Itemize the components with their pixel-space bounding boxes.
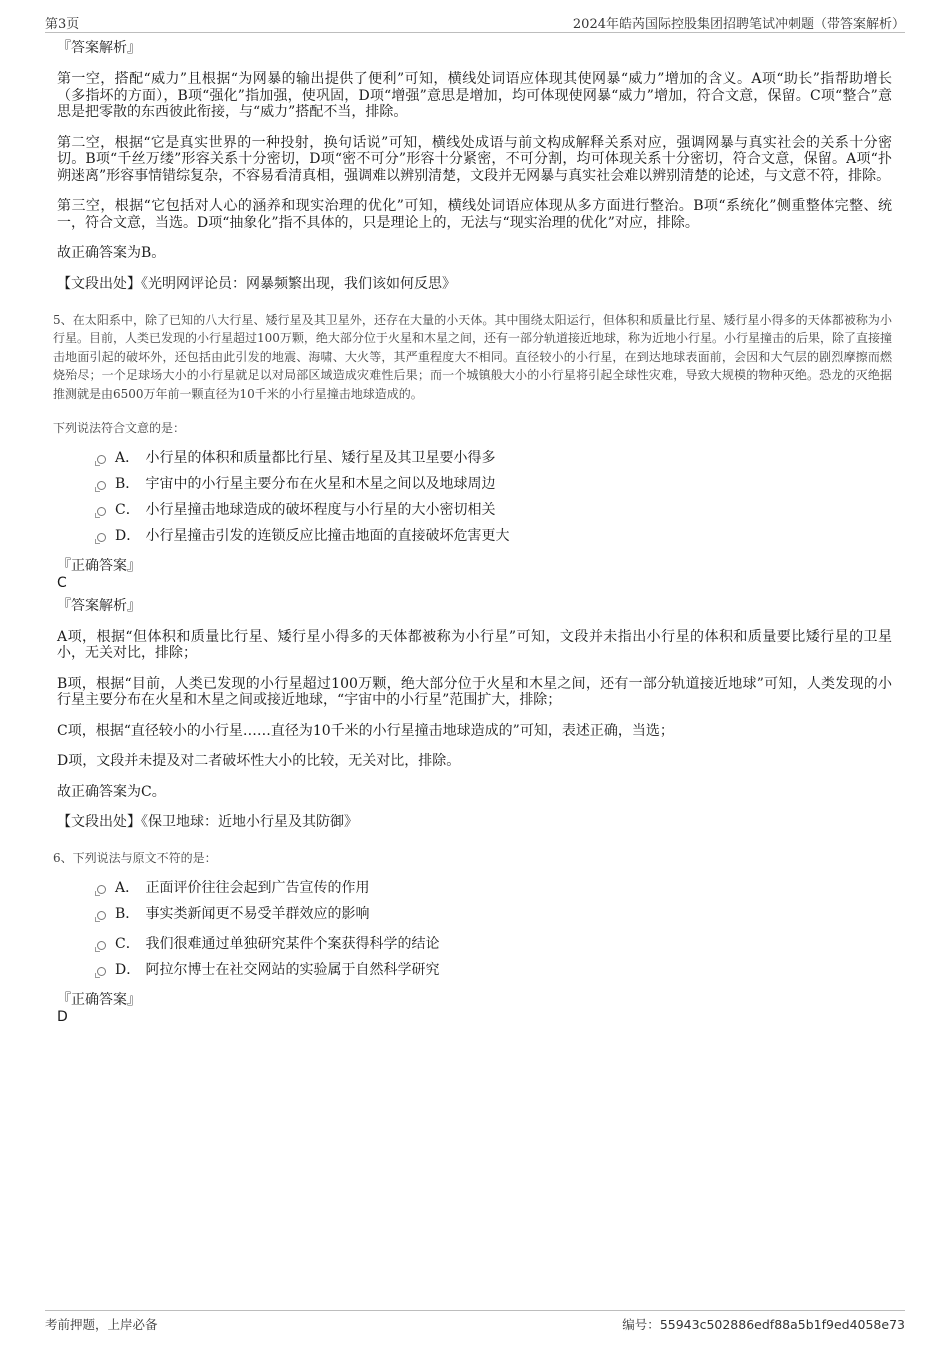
q5-option-c[interactable] (97, 500, 892, 526)
option-text: 我们很难通过单独研究某件个案获得科学的结论 (145, 935, 440, 952)
option-text: 宇宙中的小行星主要分布在火星和木星之间以及地球周边 (145, 475, 496, 492)
q6-prompt: 6、下列说法与原文不符的是： (53, 851, 217, 865)
radio-icon[interactable] (97, 507, 106, 516)
option-letter: D． (115, 961, 141, 978)
option-letter: A． (115, 879, 140, 896)
q6-option-b[interactable] (97, 904, 892, 934)
option-text: 小行星撞击地球造成的破坏程度与小行星的大小密切相关 (145, 501, 496, 518)
radio-icon[interactable] (97, 455, 106, 464)
q5-conclusion: 故正确答案为C。 (57, 783, 166, 800)
footer-note: 考前押题，上岸必备 (45, 1317, 158, 1332)
q5-analysis-paragraph: B项，根据“目前，人类已发现的小行星超过100万颗，绝大部分位于火星和木星之间，还有一部分轨道接近地球”可知，人类发现的小行星主要分布在火星和木星之间或接近地球，“宇宙中的小行星”范围扩大，排除； (57, 675, 892, 708)
option-letter: D． (115, 527, 141, 544)
q5-source: 【文段出处】《保卫地球：近地小行星及其防御》 (57, 814, 358, 830)
q5-option-a[interactable] (97, 448, 892, 474)
q5-passage: 5、在太阳系中，除了已知的八大行星、矮行星及其卫星外，还存在大量的小天体。其中围绕太阳运行，但体积和质量比行星、矮行星小得多的天体都被称为小行星。目前，人类已发现的小行星超过100万颗，绝大部分位于火星和木星之间，还有一部分轨道接近地球，称为近地小行星。小行星撞击的后果，除了直接撞击地面引起的破坏外，还包括由此引发的地震、海啸、大火等，其严重程度大不相同。直径较小的小行星，在到达地球表面前，会因和大气层的剧烈摩擦而燃烧殆尽；一个足球场大小的小行星就足以对局部区域造成灾难性后果；而一个城镇般大小的小行星将引起全球性灾难，导致大规模的物种灭绝。恐龙的灭绝据推测就是由6500万年前一颗直径为10千米的小行星撞击地球造成的。 (53, 312, 892, 401)
option-text: 小行星撞击引发的连锁反应比撞击地面的直接破坏危害更大 (145, 527, 510, 544)
q5-analysis-label: 『答案解析』 (57, 597, 141, 614)
radio-icon[interactable] (97, 911, 106, 920)
q6-correct-answer: D (57, 1008, 68, 1025)
code-label: 编号： (622, 1317, 660, 1332)
q5-analysis-paragraph: A项，根据“但体积和质量比行星、矮行星小得多的天体都被称为小行星”可知，文段并未指出小行星的体积和质量要比矮行星的卫星小，无关对比，排除； (57, 628, 892, 661)
radio-icon[interactable] (97, 941, 106, 950)
q5-correct-label: 『正确答案』 (57, 557, 141, 574)
radio-icon[interactable] (97, 885, 106, 894)
option-text: 小行星的体积和质量都比行星、矮行星及其卫星要小得多 (145, 449, 496, 466)
q6-correct-label: 『正确答案』 (57, 991, 141, 1008)
q4-conclusion: 故正确答案为B。 (57, 245, 166, 261)
radio-icon[interactable] (97, 967, 106, 976)
option-letter: A． (115, 449, 140, 466)
q4-analysis-label: 『答案解析』 (57, 40, 141, 56)
option-text: 阿拉尔博士在社交网站的实验属于自然科学研究 (145, 961, 440, 978)
q5-analysis-paragraph: C项，根据“直径较小的小行星……直径为10千米的小行星撞击地球造成的”可知，表述正确，当选； (57, 722, 674, 739)
q5-prompt: 下列说法符合文意的是： (53, 421, 186, 435)
q6-options (97, 878, 892, 986)
q5-options (97, 448, 892, 552)
q4-analysis-paragraph: 第一空，搭配“威力”且根据“为网暴的输出提供了便利”可知，横线处词语应体现其使网暴“威力”增加的含义。A项“助长”指帮助增长（多指坏的方面），B项“强化”指加强，使巩固，D项“增强”意思是增加，均可体现使网暴“威力”增加，符合文意，保留。C项“整合”意思是把零散的东西彼此衔接，与“威力”搭配不当，排除。 (57, 71, 892, 120)
q4-source: 【文段出处】《光明网评论员：网暴频繁出现，我们该如何反思》 (57, 275, 456, 292)
option-letter: B． (115, 475, 140, 492)
option-text: 正面评价往往会起到广告宣传的作用 (145, 879, 370, 896)
q5-correct-answer: C (57, 574, 67, 591)
option-letter: B． (115, 905, 140, 922)
q5-option-d[interactable] (97, 526, 892, 552)
document-code (622, 1315, 905, 1333)
radio-icon[interactable] (97, 533, 106, 542)
document-title: 2024年皓芮国际控股集团招聘笔试冲刺题（带答案解析） (572, 17, 905, 32)
q5-option-b[interactable] (97, 474, 892, 500)
q6-option-c[interactable] (97, 934, 892, 960)
q4-analysis-paragraph: 第三空，根据“它包括对人心的涵养和现实治理的优化”可知，横线处词语应体现从多方面进行整治。B项“系统化”侧重整体完整、统一，符合文意，当选。D项“抽象化”指不具体的，只是理论上的，无法与“现实治理的优化”对应，排除。 (57, 198, 892, 231)
page-content (53, 40, 892, 1032)
code-value: 55943c502886edf88a5b1f9ed4058e73 (659, 1317, 905, 1332)
q4-analysis-paragraph: 第二空，根据“它是真实世界的一种投射，换句话说”可知，横线处成语与前文构成解释关系对应，强调网暴与真实社会的关系十分密切。B项“千丝万缕”形容关系十分密切，D项“密不可分”形容十分紧密，不可分割，均可体现关系十分密切，符合文意，保留。A项“扑朔迷离”形容事情错综复杂，不容易看清真相，强调难以辨别清楚，文段并无网暴与真实社会难以辨别清楚的论述，与文意不符，排除。 (57, 134, 892, 184)
option-letter: C． (115, 935, 140, 952)
radio-icon[interactable] (97, 481, 106, 490)
page-number: 第3页 (45, 17, 80, 32)
page-footer (45, 1310, 905, 1335)
q6-option-a[interactable] (97, 878, 892, 904)
q6-option-d[interactable] (97, 960, 892, 986)
q5-analysis-paragraph: D项，文段并未提及对二者破坏性大小的比较，无关对比，排除。 (57, 753, 461, 769)
page-header (45, 12, 905, 33)
option-text: 事实类新闻更不易受羊群效应的影响 (145, 905, 370, 922)
option-letter: C． (115, 501, 140, 518)
